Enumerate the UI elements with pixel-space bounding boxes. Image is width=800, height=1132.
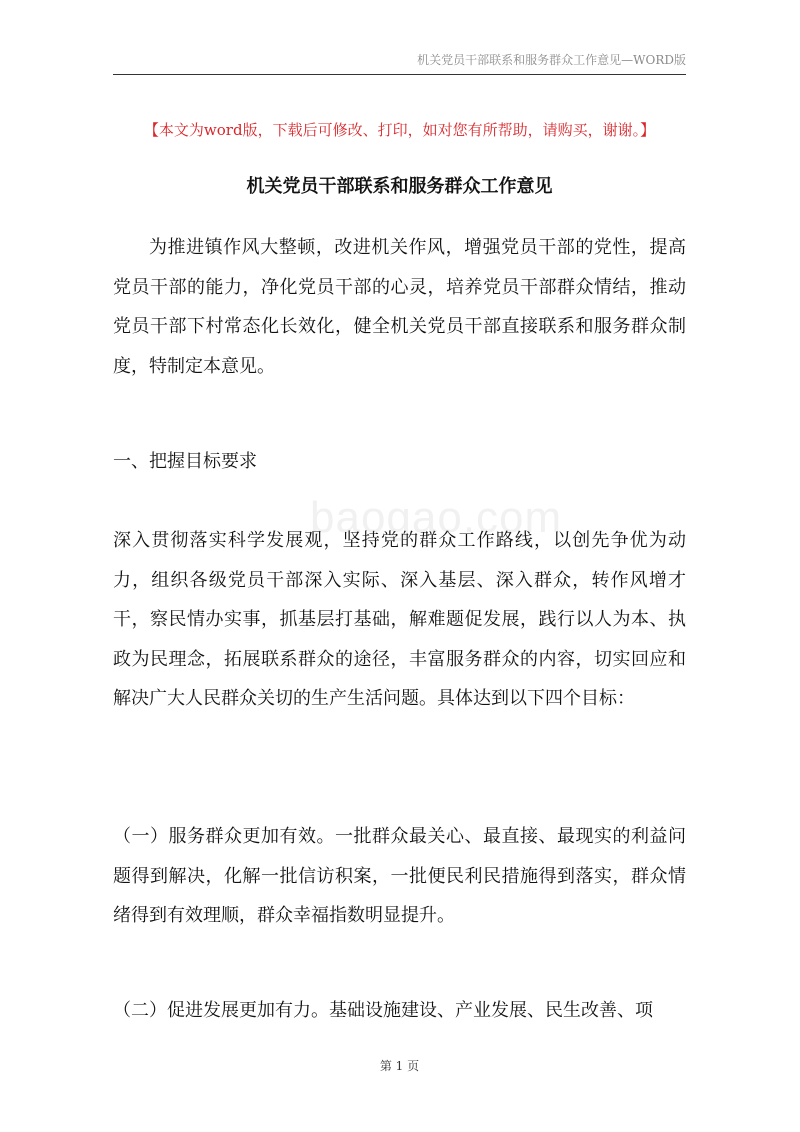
page-number: 第 1 页 xyxy=(379,1059,420,1073)
section-heading: 一、把握目标要求 xyxy=(113,451,257,472)
running-header: 机关党员干部联系和服务群众工作意见—WORD版 xyxy=(417,53,686,67)
goal-item-paragraph: （一）服务群众更加有效。一批群众最关心、最直接、最现实的利益问题得到解决，化解一批信访积案，一批便民利民措施得到落实，群众情绪得到有效理顺，群众幸福指数明显提升。 xyxy=(113,826,686,926)
document-title: 机关党员干部联系和服务群众工作意见 xyxy=(246,176,553,197)
purchase-notice: 【本文为word版，下载后可修改、打印，如对您有所帮助，请购买，谢谢。】 xyxy=(143,121,656,139)
goal-item-paragraph: （二）促进发展更加有力。基础设施建设、产业发展、民生改善、项 xyxy=(113,1000,653,1021)
intro-paragraph: 为推进镇作风大整顿，改进机关作风，增强党员干部的党性，提高党员干部的能力，净化党员干部的心灵，培养党员干部群众情结，推动党员干部下村常态化长效化，健全机关党员干部直接联系和服务群众制度，特制定本意见。 xyxy=(113,237,686,377)
header-divider xyxy=(113,74,686,75)
goal-paragraph: 深入贯彻落实科学发展观，坚持党的群众工作路线，以创先争优为动力，组织各级党员干部深入实际、深入基层、深入群众，转作风增才干，察民情办实事，抓基层打基础，解难题促发展，践行以人为本、执政为民理念，拓展联系群众的途径，丰富服务群众的内容，切实回应和解决广大人民群众关切的生产生活问题。具体达到以下四个目标： xyxy=(113,530,686,709)
site-watermark: baogao.com xyxy=(310,493,563,542)
